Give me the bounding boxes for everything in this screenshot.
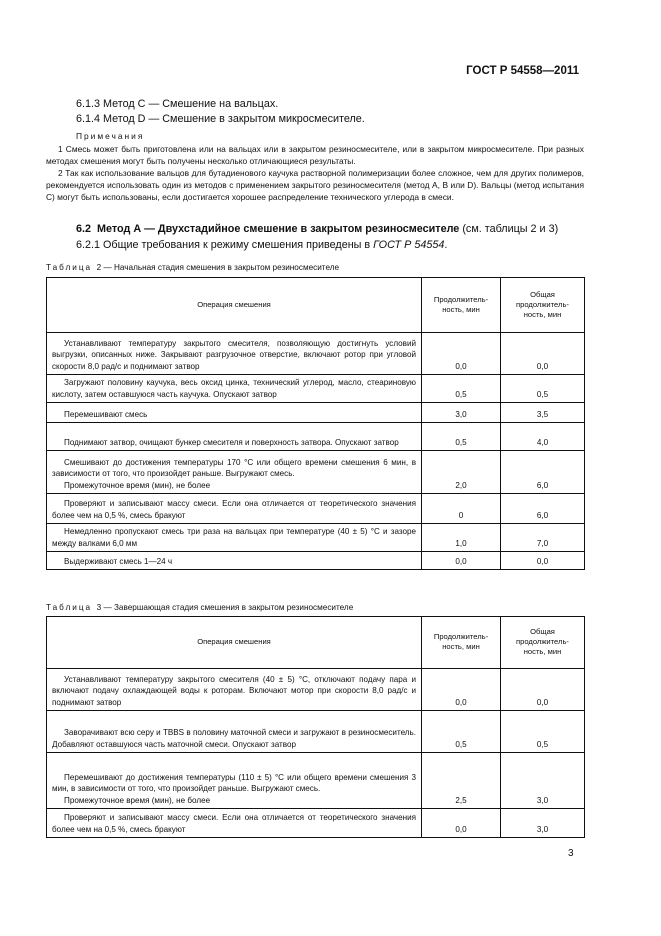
duration-cell: 0,0: [422, 333, 501, 375]
table-row: [47, 451, 585, 494]
table-2-header: [47, 278, 585, 333]
document-id: ГОСТ Р 54558—2011: [466, 65, 579, 77]
table-row: [47, 753, 585, 809]
note-1: 1 Смесь может быть приготовлена или на вальцах или в закрытом резиносмесителе, или в закрытом микросмесителе. При разных методах смешения могут быть получены несколько отличающиеся результаты.: [46, 144, 584, 166]
duration-cell: 0,0: [422, 809, 501, 838]
duration-cell: 3,0: [422, 403, 501, 423]
total-cell: 4,0: [501, 423, 585, 451]
total-cell: 0,0: [501, 333, 585, 375]
table-row: [47, 711, 585, 753]
table-3-caption: [46, 603, 353, 612]
item-6-1-3: 6.1.3 Метод С — Смешение на вальцах.: [76, 98, 279, 110]
item-6-2-1-end: .: [444, 239, 448, 251]
total-cell: 6,0: [501, 451, 585, 494]
standard-reference: ГОСТ Р 54554: [373, 239, 445, 251]
table-2: [46, 277, 585, 570]
section-6-2-heading: [76, 223, 558, 235]
operation-cell: Выдерживают смесь 1—24 ч: [47, 552, 422, 570]
duration-cell: 0,5: [422, 423, 501, 451]
operation-cell: Загружают половину каучука, весь оксид цинка, технический углерод, масло, стеариновую кислоту, затем оставшуюся часть каучука. Опускают затвор: [47, 375, 422, 403]
table-row: [47, 375, 585, 403]
section-6-2-title: Метод А — Двухстадийное смешение в закрытом резиносмесителе: [97, 223, 460, 235]
table-3-header-operation: Операция смешения: [47, 617, 422, 669]
table-3: [46, 616, 585, 838]
table-row: [47, 552, 585, 570]
item-6-2-1: [76, 239, 447, 251]
total-cell: 7,0: [501, 524, 585, 552]
table-3-caption-text: 3 — Завершающая стадия смешения в закрытом резиносмесителе: [96, 603, 354, 612]
table-row: [47, 809, 585, 838]
table-row: [47, 403, 585, 423]
notes-heading: Примечания: [76, 131, 145, 141]
operation-cell: Немедленно пропускают смесь три раза на вальцах при температуре (40 ± 5) °С и зазоре между валками 6,0 мм: [47, 524, 422, 552]
operation-cell: Устанавливают температуру закрытого смесителя (40 ± 5) °С, отключают подачу пара и включают подачу охлаждающей воды к роторам. Включают мотор при скорости 8,0 рад/с и поднимают затвор: [47, 669, 422, 711]
duration-cell: 0,0: [422, 552, 501, 570]
operation-cell: Проверяют и записывают массу смеси. Если она отличается от теоретического значения более чем на 0,5 %, смесь бракуют: [47, 494, 422, 524]
table-2-header-duration: Продолжитель-ность, мин: [422, 278, 501, 333]
table-row: [47, 423, 585, 451]
operation-cell: Перемешивают смесь: [47, 403, 422, 423]
total-cell: 0,0: [501, 552, 585, 570]
table-3-caption-label: Таблица: [46, 603, 93, 612]
operation-cell: Поднимают затвор, очищают бункер смесителя и поверхность затвора. Опускают затвор: [47, 423, 422, 451]
item-6-1-4: 6.1.4 Метод D — Смешение в закрытом микросмесителе.: [76, 113, 365, 125]
note-2: 2 Так как использование вальцов для бутадиенового каучука растворной полимеризации более сложное, чем для других полимеров, рекомендуется использовать один из методов с применением закрытого резиносмесителя (метод А, В или D). Вальцы (метод испытания С) могут быть использованы, если достигается хорошее распределение технического углерода в смеси.: [46, 168, 584, 202]
duration-cell: 1,0: [422, 524, 501, 552]
operation-cell: Смешивают до достижения температуры 170 °С или общего времени смешения 6 мин, в зависимости от того, что произойдет раньше. Выгружают смесь. Промежуточное время (мин), не более: [47, 451, 422, 494]
duration-cell: 0: [422, 494, 501, 524]
table-row: [47, 333, 585, 375]
operation-cell: Заворачивают всю серу и TBBS в половину маточной смеси и загружают в резиносмеситель. Добавляют оставшуюся часть маточной смеси. Опускают затвор: [47, 711, 422, 753]
operation-cell: Устанавливают температуру закрытого смесителя, позволяющую достигнуть условий выгрузки, описанных ниже. Закрывают разгрузочное отверстие, включают ротор при угловой скорости 8,0 рад/с и поднимают затвор: [47, 333, 422, 375]
table-2-caption-text: 2 — Начальная стадия смешения в закрытом резиносмесителе: [96, 263, 340, 272]
section-6-2-suffix: (см. таблицы 2 и 3): [459, 223, 559, 235]
total-cell: 0,5: [501, 711, 585, 753]
table-3-header-duration: Продолжитель-ность, мин: [422, 617, 501, 669]
operation-cell: Проверяют и записывают массу смеси. Если она отличается от теоретического значения более чем на 0,5 %, смесь бракуют: [47, 809, 422, 838]
table-row: [47, 669, 585, 711]
duration-cell: 0,0: [422, 669, 501, 711]
page-number: 3: [568, 848, 574, 859]
table-3-header-total: Общая продолжитель-ность, мин: [501, 617, 585, 669]
notes-block: [46, 143, 584, 203]
table-3-header: [47, 617, 585, 669]
total-cell: 0,0: [501, 669, 585, 711]
section-6-2-number: 6.2: [76, 223, 92, 235]
table-2-header-total: Общая продолжитель-ность, мин: [501, 278, 585, 333]
table-2-header-operation: Операция смешения: [47, 278, 422, 333]
operation-cell: Перемешивают до достижения температуры (110 ± 5) °С или общего времени смешения 3 мин, в зависимости от того, что произойдет раньше. Выгружают смесь. Промежуточное время (мин), не более: [47, 753, 422, 809]
duration-cell: 0,5: [422, 711, 501, 753]
table-2-caption: [46, 263, 339, 272]
total-cell: 0,5: [501, 375, 585, 403]
total-cell: 3,5: [501, 403, 585, 423]
duration-cell: 2,0: [422, 451, 501, 494]
total-cell: 6,0: [501, 494, 585, 524]
item-6-2-1-text: 6.2.1 Общие требования к режиму смешения приведены в: [76, 239, 374, 251]
duration-cell: 0,5: [422, 375, 501, 403]
total-cell: 3,0: [501, 809, 585, 838]
table-row: [47, 524, 585, 552]
total-cell: 3,0: [501, 753, 585, 809]
duration-cell: 2,5: [422, 753, 501, 809]
table-2-caption-label: Таблица: [46, 263, 93, 272]
table-row: [47, 494, 585, 524]
